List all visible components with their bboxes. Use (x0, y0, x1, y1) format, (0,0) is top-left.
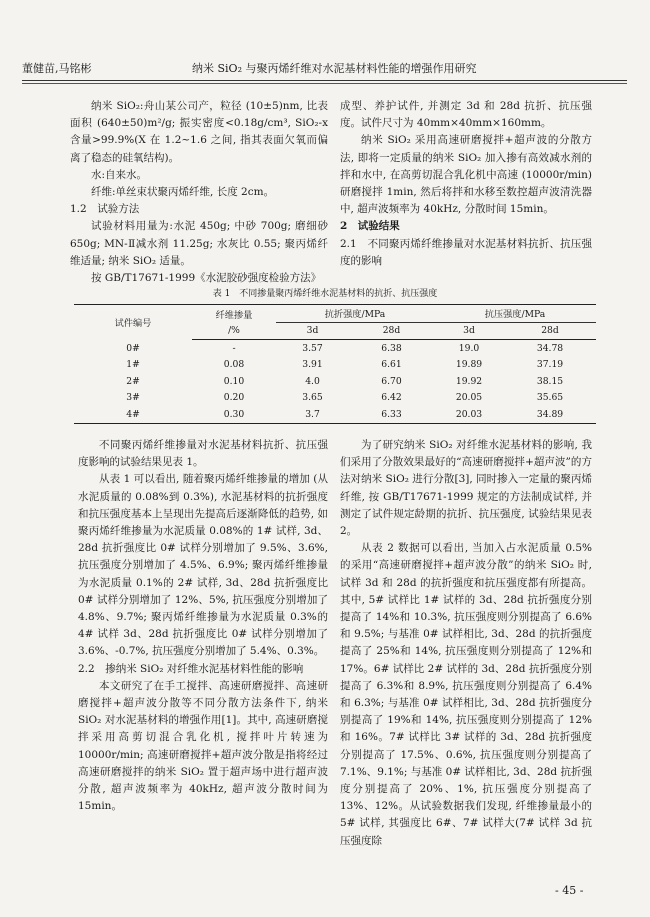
section-heading: 2 试验结果 (340, 220, 400, 233)
section-heading: 1.2 试验方法 (70, 203, 140, 216)
subsection-heading: 2.1 不同聚丙烯纤维掺量对水泥基材料抗折、抗压强度的影响 (340, 237, 592, 267)
table-row (74, 357, 596, 374)
cell-dosage: 0.10 (223, 375, 245, 387)
paragraph: 水:自来水。 (91, 168, 148, 181)
cell-comp-28d: 34.78 (536, 342, 564, 354)
running-header (22, 60, 622, 80)
header-compressive-strength: 抗压强度/MPa (434, 305, 596, 323)
table-row (74, 406, 596, 423)
cell-specimen-id: 4# (74, 406, 192, 423)
left-column-bottom (78, 437, 328, 815)
left-column-top (70, 98, 328, 287)
right-column-top (340, 98, 592, 270)
header-title: 纳米 SiO₂ 与聚丙烯纤维对水泥基材料性能的增强作用研究 (192, 62, 477, 75)
header-flex-3d: 3d (276, 322, 349, 340)
cell-flex-3d: 4.0 (305, 375, 320, 387)
paragraph: 本文研究了在手工搅拌、高速研磨搅拌、高速研磨搅拌+超声波分散等不同分散方法条件下, 纳米 SiO₂ 对水泥基材料的增强作用[1]。其中, 高速研磨搅拌采用高剪切混合乳化机, 搅拌叶片转速为 10000r/min; 高速研磨搅拌+超声波分散是指将经过高速研磨搅拌的纳米 SiO₂ 置于超声场中进行超声波分散, 超声波频率为 40kHz, 超声波分散时间为 15min。 (78, 679, 328, 813)
cell-dosage: 0.08 (223, 359, 245, 371)
header-rule-thin (22, 83, 627, 84)
cell-flex-28d: 6.42 (381, 392, 402, 404)
table-row (74, 373, 596, 390)
cell-dosage: - (232, 342, 236, 354)
cell-comp-28d: 38.15 (536, 375, 564, 387)
table-caption: 表 1 不同掺量聚丙烯纤维水泥基材料的抗折、抗压强度 (212, 289, 438, 299)
cell-specimen-id: 3# (126, 392, 140, 404)
paragraph: 成型、养护试件, 并测定 3d 和 28d 抗折、抗压强度。试件尺寸为 40mm×40mm×160mm。 (340, 100, 592, 130)
header-specimen-id: 试件编号 (74, 305, 192, 340)
cell-flex-3d: 3.91 (302, 359, 323, 371)
cell-flex-28d: 6.70 (381, 375, 402, 387)
cell-flex-3d: 3.57 (302, 342, 323, 354)
header-comp-28d: 28d (504, 322, 596, 340)
cell-specimen-id: 0# (126, 342, 140, 354)
cell-comp-3d: 19.92 (455, 375, 483, 387)
subsection-heading: 2.2 掺纳米 SiO₂ 对纤维水泥基材料性能的影响 (78, 662, 304, 675)
paragraph: 为了研究纳米 SiO₂ 对纤维水泥基材料的影响, 我们采用了分散效果最好的“高速研磨搅拌+超声波”的方法对纳米 SiO₂ 进行分散[3], 同时掺入一定量的聚丙烯纤维, 按 GB/T17671-1999 规定的方法制成试样, 并测定了试件规定龄期的抗折、抗压强度, 试验结果见表 2。 (340, 439, 592, 538)
cell-specimen-id: 2# (126, 375, 140, 387)
paragraph: 纤维:单丝束状聚丙烯纤维, 长度 2cm。 (91, 186, 275, 199)
header-authors: 董健苗,马铭彬 (22, 62, 92, 75)
cell-comp-3d: 20.05 (455, 392, 483, 404)
header-fiber-dosage: 纤维掺量 (192, 305, 276, 323)
right-column-bottom (340, 437, 592, 850)
header-flexural-strength: 抗折强度/MPa (276, 305, 434, 323)
cell-comp-3d: 20.03 (434, 406, 504, 423)
paragraph: 试验材料用量为:水泥 450g; 中砂 700g; 磨细砂 650g; MN-Ⅱ减水剂 11.25g; 水灰比 0.55; 聚丙烯纤维适量; 纳米 SiO₂ 适量。 (70, 220, 328, 267)
cell-flex-28d: 6.38 (381, 342, 402, 354)
cell-comp-3d: 19.89 (455, 359, 483, 371)
cell-comp-28d: 37.19 (536, 359, 564, 371)
cell-flex-3d: 3.65 (302, 392, 323, 404)
cell-dosage: 0.30 (192, 406, 276, 423)
table-row (74, 390, 596, 407)
page-number: - 45 - (555, 884, 584, 897)
cell-comp-28d: 35.65 (536, 392, 564, 404)
results-table (74, 304, 596, 424)
cell-comp-3d: 19.0 (458, 342, 480, 354)
cell-flex-3d: 3.7 (276, 406, 349, 423)
cell-flex-28d: 6.61 (381, 359, 402, 371)
cell-dosage: 0.20 (223, 392, 245, 404)
cell-flex-28d: 6.33 (349, 406, 434, 423)
header-dosage-unit: /% (192, 322, 276, 340)
paragraph: 纳米 SiO₂ 采用高速研磨搅拌+超声波的分散方法, 即将一定质量的纳米 SiO₂ 加入掺有高效减水剂的拌和水中, 在高剪切混合乳化机中高速 (10000r/min) 研磨搅拌 1min, 然后将拌和水移至数控超声波清洗器中, 超声波频率为 40kHz, 分散时间 15min。 (340, 134, 592, 216)
paragraph: 按 GB/T17671-1999《水泥胶砂强度检验方法》 (91, 272, 322, 285)
table-row (74, 340, 596, 357)
paragraph: 从表 2 数据可以看出, 当加入占水泥质量 0.5% 的采用“高速研磨搅拌+超声波分散”的纳米 SiO₂ 时, 试样 3d 和 28d 的抗折强度和抗压强度都有所提高。其中, 5# 试样比 1# 试样的 3d、28d 抗折强度分别提高了 14%和 10.3%, 抗压强度则分别提高了 6.6%和 9.5%; 与基准 0# 试样相比, 3d、28d 的抗折强度提高了 25%和 14%, 抗压强度则分别提高了 12%和 17%。6# 试样比 2# 试样的 3d、28d 抗折强度分别提高了 6.3%和 8.9%, 抗压强度则分别提高了 6.4%和 6.3%; 与基准 0# 试样相比, 3d、28d 抗折强度分别提高了 19%和 14%, 抗压强度则分别提高了 12%和 16%。7# 试样比 3# 试样的 3d、28d 抗折强度分别提高了 17.5%、0.6%, 抗压强度则分别提高了 7.1%、9.1%; 与基准 0# 试样相比, 3d、28d 抗折强度分别提高了 20%、1%, 抗压强度分别提高了 13%、12%。从试验数据我们发现, 纤维掺量最小的 5# 试样, 其强度比 6#、7# 试样大(7# 试样 3d 抗压强度除 (340, 542, 592, 847)
cell-specimen-id: 1# (126, 359, 140, 371)
paragraph: 从表 1 可以看出, 随着聚丙烯纤维掺量的增加 (从水泥质量的 0.08%到 0.3%), 水泥基材料的抗折强度和抗压强度基本上呈现出先提高后逐渐降低的趋势, 如聚丙烯纤维掺量为水泥质量 0.08%的 1# 试样, 3d、28d 抗折强度比 0# 试样分别增加了 9.5%、3.6%, 抗压强度分别增加了 4.5%、6.9%; 聚丙烯纤维掺量为水泥质量 0.1%的 2# 试样, 3d、28d 抗折强度比 0# 试样分别增加了 12%、5%, 抗压强度分别增加了 4.8%、9.7%; 聚丙烯纤维掺量为水泥质量 0.3%的 4# 试样 3d、28d 抗折强度比 0# 试样分别增加了 3.6%、-0.7%, 抗压强度分别增加了 5.4%、0.3%。 (78, 473, 328, 658)
header-rule (22, 80, 627, 81)
header-flex-28d: 28d (349, 322, 434, 340)
cell-comp-28d: 34.89 (504, 406, 596, 423)
paragraph: 纳米 SiO₂:舟山某公司产，粒径 (10±5)nm, 比表面积 (640±50)m²/g; 振实密度<0.18g/cm³, SiO₂-x 含量>99.9%(X 在 1.2~1.6 之间, 指其表面欠氧而偏离了稳态的硅氧结构)。 (70, 100, 328, 164)
header-comp-3d: 3d (434, 322, 504, 340)
paragraph: 不同聚丙烯纤维掺量对水泥基材料抗折、抗压强度影响的试验结果见表 1。 (78, 439, 328, 469)
